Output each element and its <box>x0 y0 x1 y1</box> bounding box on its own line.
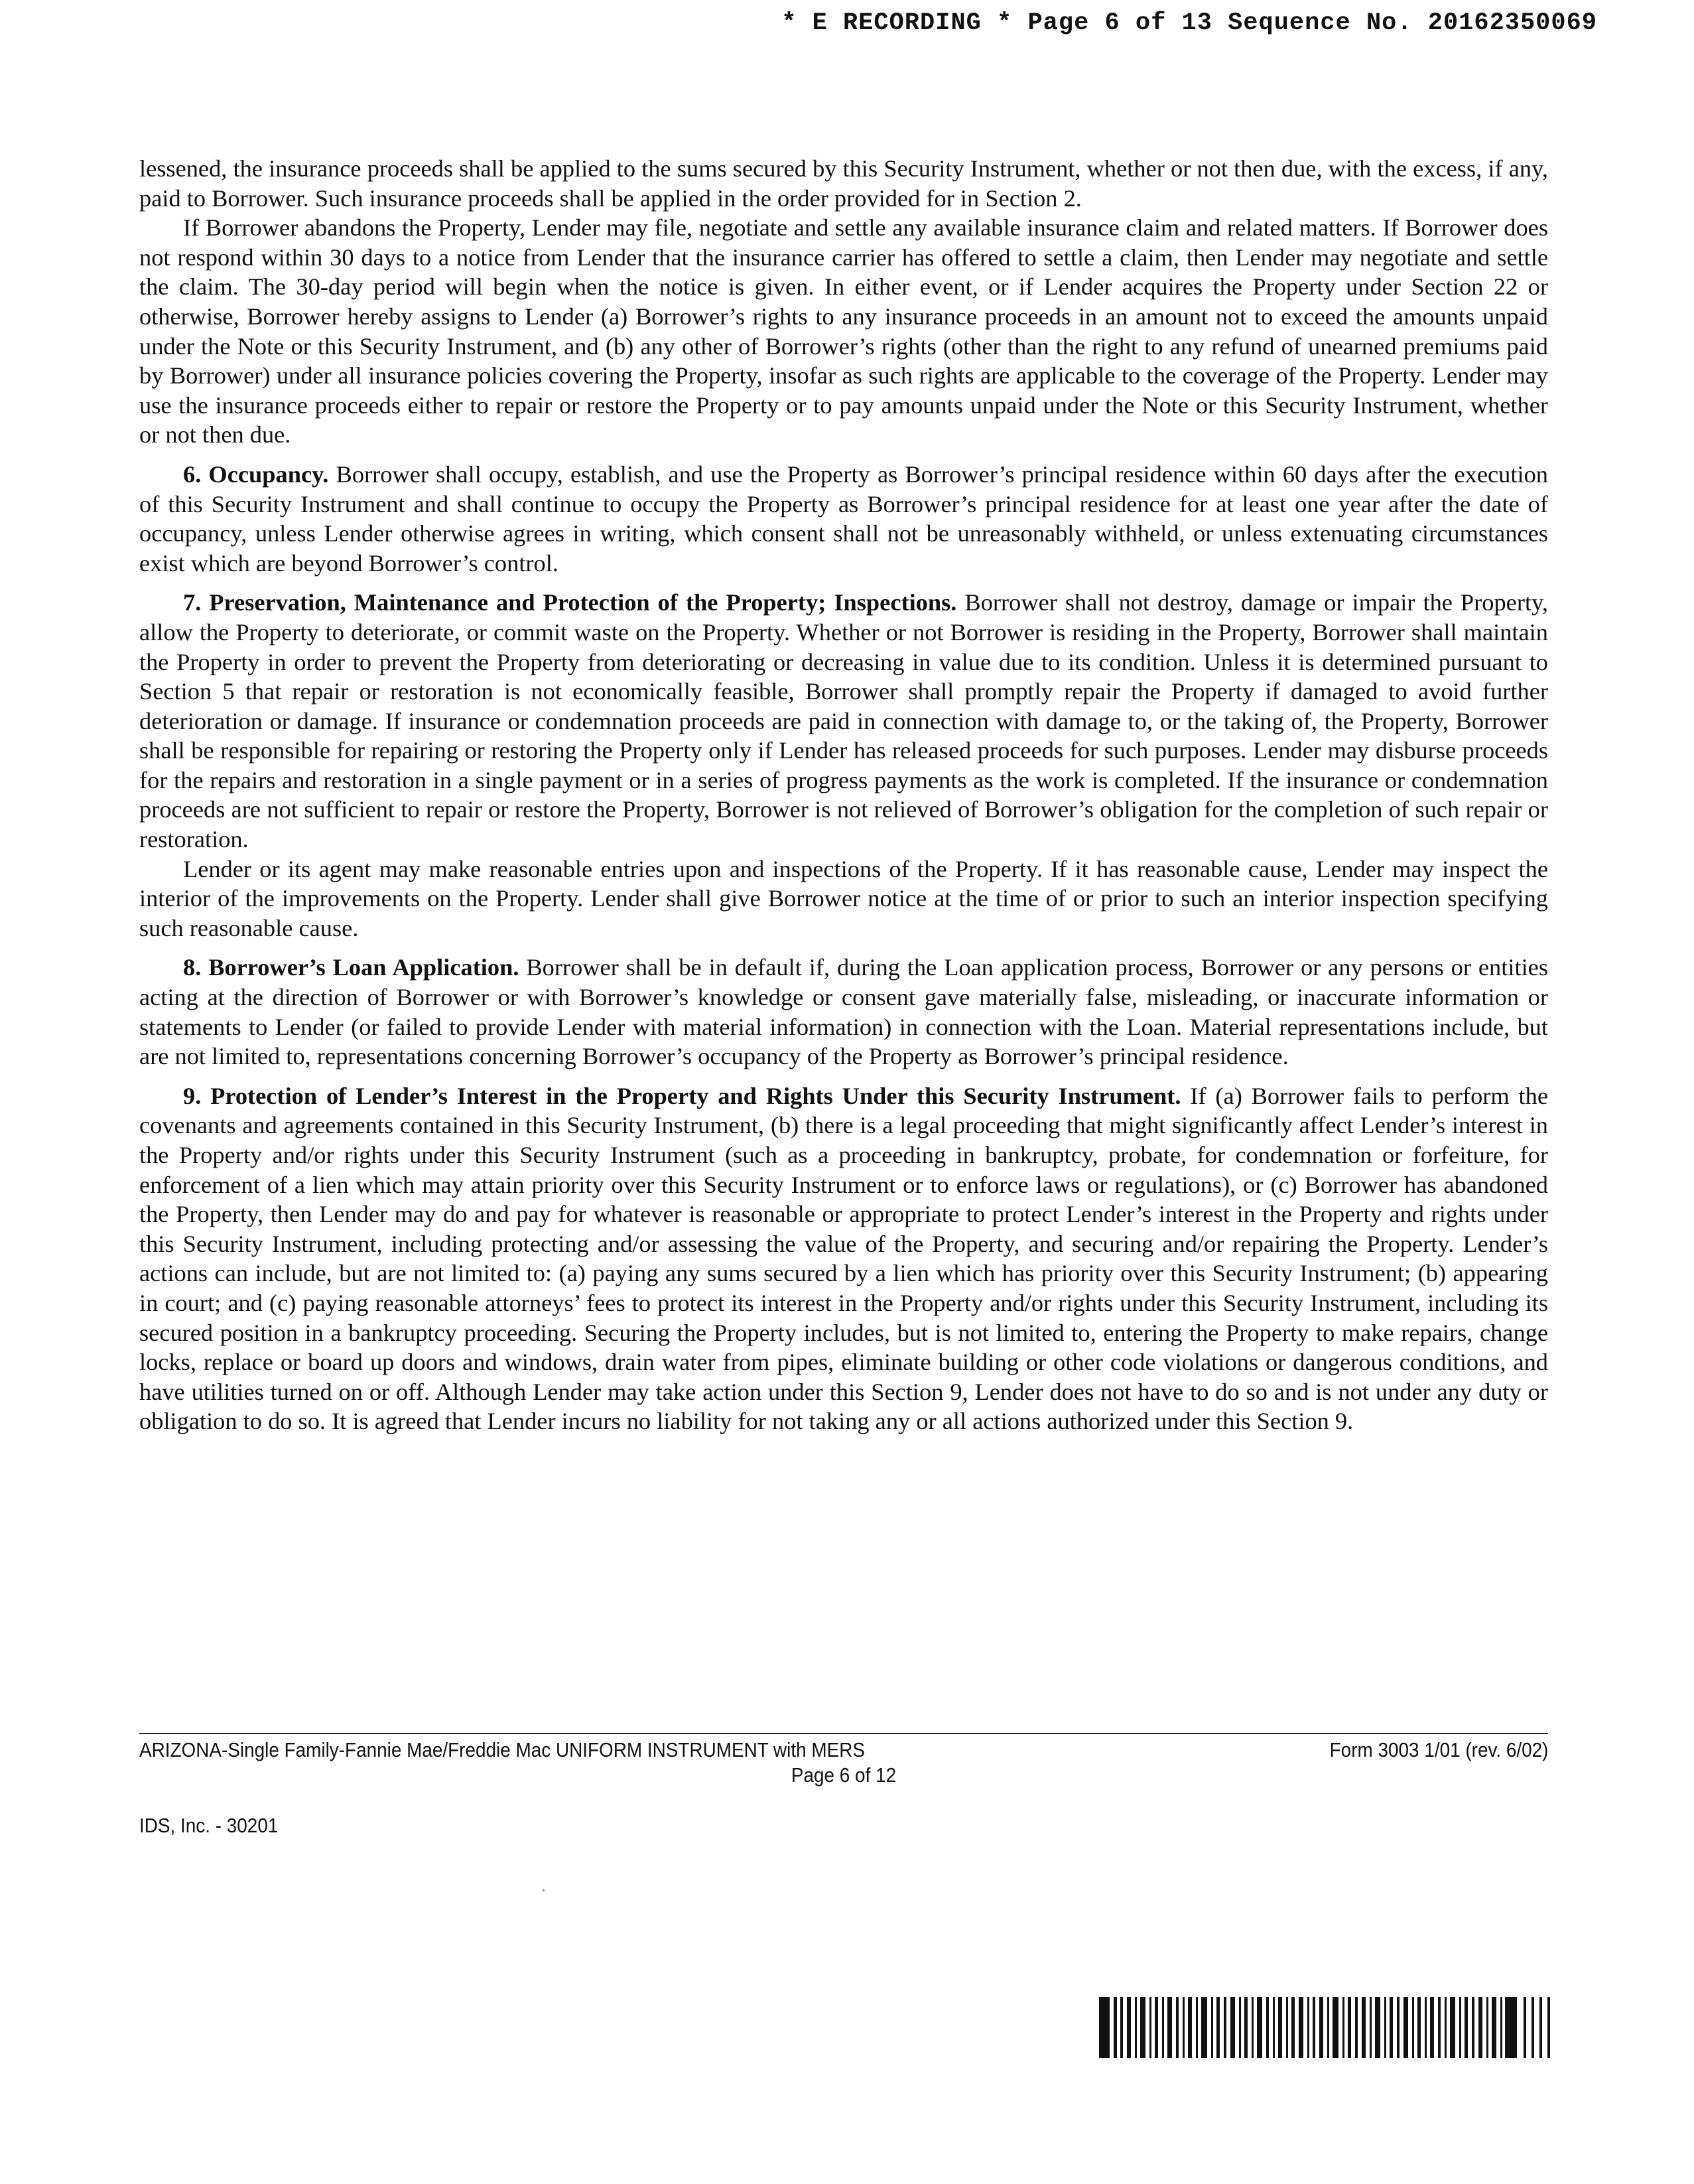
document-body <box>139 154 1548 1436</box>
paragraph-text: Borrower shall not destroy, damage or impair the Property, allow the Property to deteriorate, or commit waste on the Property. Whether or not Borrower is residing in the Property, Borrower shall maintain the Property in order to prevent the Property from deteriorating or decreasing in value due to its condition. Unless it is determined pursuant to Section 5 that repair or restoration is not economically feasible, Borrower shall promptly repair the Property if damaged to avoid further deterioration or damage. If insurance or condemnation proceeds are paid in connection with damage to, or the taking of, the Property, Borrower shall be responsible for repairing or restoring the Property only if Lender has released proceeds for such purposes. Lender may disburse proceeds for the repairs and restoration in a single payment or in a series of progress payments as the work is completed. If the insurance or condemnation proceeds are not sufficient to repair or restore the Property, Borrower is not relieved of Borrower’s obligation for the completion of such repair or restoration. <box>139 589 1548 853</box>
vendor-code: IDS, Inc. - 30201 <box>139 1814 279 1837</box>
section-heading: 8. Borrower’s Loan Application. <box>183 954 519 981</box>
section-heading: 7. Preservation, Maintenance and Protection of the Property; Inspections. <box>183 589 957 616</box>
paragraph-abandonment <box>139 213 1548 450</box>
footer-divider <box>139 1733 1548 1734</box>
paragraph-text: Lender or its agent may make reasonable entries upon and inspections of the Property. If it has reasonable cause, Lender may inspect the interior of the improvements on the Property. Lender shall give Borrower notice at the time of or prior to such an interior inspection specifying such reasonable cause. <box>139 855 1548 941</box>
form-number: Form 3003 1/01 (rev. 6/02) <box>1329 1738 1548 1761</box>
section-heading: 6. Occupancy. <box>183 460 329 488</box>
recording-stamp: * E RECORDING * Page 6 of 13 Sequence No. 20162350069 <box>781 9 1597 37</box>
page-number: Page 6 of 12 <box>791 1763 897 1787</box>
paragraph-text: Borrower shall be in default if, during the Loan application process, Borrower or any persons or entities acting at the direction of Borrower or with Borrower’s knowledge or consent gave materially false, misleading, or inaccurate information or statements to Lender (or failed to provide Lender with material information) in connection with the Loan. Material representations include, but are not limited to, representations concerning Borrower’s occupancy of the Property as Borrower’s principal residence. <box>139 954 1548 1070</box>
section-7-preservation <box>139 588 1548 854</box>
section-9-protection <box>139 1081 1548 1436</box>
section-heading: 9. Protection of Lender’s Interest in the Property and Rights Under this Security Instrument. <box>183 1082 1181 1109</box>
form-title: ARIZONA-Single Family-Fannie Mae/Freddie Mac UNIFORM INSTRUMENT with MERS <box>139 1738 865 1761</box>
section-6-occupancy <box>139 460 1548 578</box>
scan-speck <box>543 1889 545 1891</box>
paragraph-text: Borrower shall occupy, establish, and use the Property as Borrower’s principal residence within 60 days after the execution of this Security Instrument and shall continue to occupy the Property as Borrower’s principal residence for at least one year after the date of occupancy, unless Lender otherwise agrees in writing, which consent shall not be unreasonably withheld, or unless extenuating circumstances exist which are beyond Borrower’s control. <box>139 460 1548 577</box>
paragraph-text: If Borrower abandons the Property, Lender may file, negotiate and settle any available insurance claim and related matters. If Borrower does not respond within 30 days to a notice from Lender that the insurance carrier has offered to settle a claim, then Lender may negotiate and settle the claim. The 30-day period will begin when the notice is given. In either event, or if Lender acquires the Property under Section 22 or otherwise, Borrower hereby assigns to Lender (a) Borrower’s rights to any insurance proceeds in an amount not to exceed the amounts unpaid under the Note or this Security Instrument, and (b) any other of Borrower’s rights (other than the right to any refund of unearned premiums paid by Borrower) under all insurance policies covering the Property, insofar as such rights are applicable to the coverage of the Property. Lender may use the insurance proceeds either to repair or restore the Property or to pay amounts unpaid under the Note or this Security Instrument, whether or not then due. <box>139 214 1548 448</box>
barcode-image <box>1099 1992 1555 2058</box>
paragraph-text: If (a) Borrower fails to perform the covenants and agreements contained in this Security Instrument, (b) there is a legal proceeding that might significantly affect Lender’s interest in the Property and/or rights under this Security Instrument (such as a proceeding in bankruptcy, probate, for condemnation or forfeiture, for enforcement of a lien which may attain priority over this Security Instrument or to enforce laws or regulations), or (c) Borrower has abandoned the Property, then Lender may do and pay for whatever is reasonable or appropriate to protect Lender’s interest in the Property and rights under this Security Instrument, including protecting and/or assessing the value of the Property, and securing and/or repairing the Property. Lender’s actions can include, but are not limited to: (a) paying any sums secured by a lien which has priority over this Security Instrument; (b) appearing in court; and (c) paying reasonable attorneys’ fees to protect its interest in the Property and/or rights under this Security Instrument, including its secured position in a bankruptcy proceeding. Securing the Property includes, but is not limited to, entering the Property to make repairs, change locks, replace or board up doors and windows, drain water from pipes, eliminate building or other code violations or dangerous conditions, and have utilities turned on or off. Although Lender may take action under this Section 9, Lender does not have to do so and is not under any duty or obligation to do so. It is agreed that Lender incurs no liability for not taking any or all actions authorized under this Section 9. <box>139 1082 1549 1435</box>
paragraph-text: lessened, the insurance proceeds shall be applied to the sums secured by this Security Instrument, whether or not then due, with the excess, if any, paid to Borrower. Such insurance proceeds shall be applied in the order provided for in Section 2. <box>139 155 1548 212</box>
paragraph-insurance-continued <box>139 154 1548 213</box>
paragraph-inspections <box>139 854 1548 943</box>
section-8-loan-application <box>139 953 1548 1071</box>
